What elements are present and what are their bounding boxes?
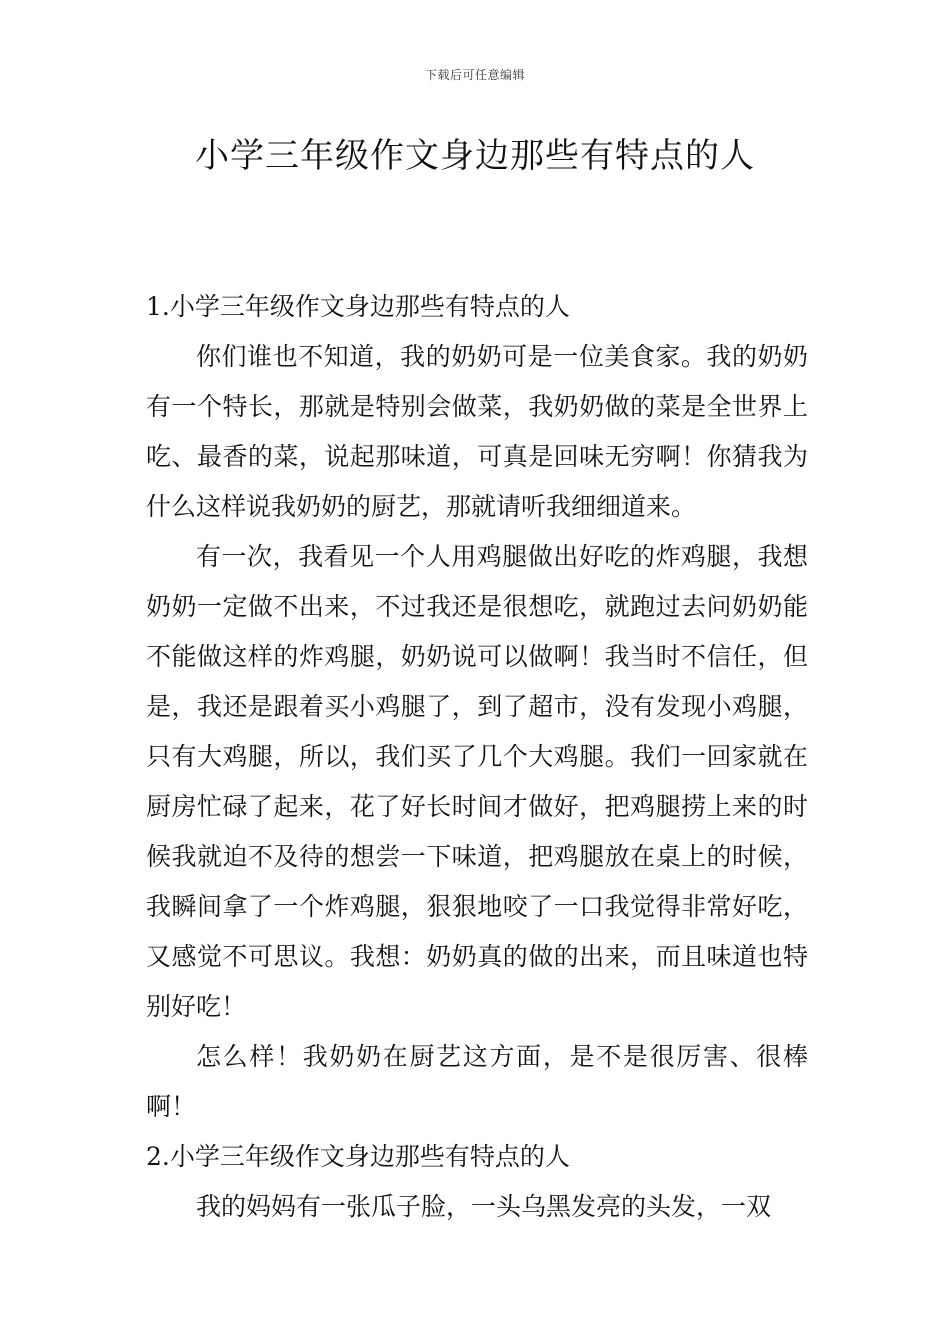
section-1-paragraph-2: 有一次，我看见一个人用鸡腿做出好吃的炸鸡腿，我想奶奶一定做不出来，不过我还是很想吃，就跑过去问奶奶能不能做这样的炸鸡腿，奶奶说可以做啊！我当时不信任，但是，我还是跟着买小鸡腿了，到了超市，没有发现小鸡腿，只有大鸡腿，所以，我们买了几个大鸡腿。我们一回家就在厨房忙碌了起来，花了好长时间才做好，把鸡腿捞上来的时候我就迫不及待的想尝一下味道，把鸡腿放在桌上的时候，我瞬间拿了一个炸鸡腿，狠狠地咬了一口我觉得非常好吃，又感觉不可思议。我想：奶奶真的做的出来，而且味道也特别好吃！ [146, 542, 808, 1021]
header-note: 下载后可任意编辑 [424, 68, 525, 82]
document-body [146, 282, 808, 1232]
section-1-heading: 1.小学三年级作文身边那些有特点的人 [146, 292, 570, 321]
section-1-paragraph-1: 你们谁也不知道，我的奶奶可是一位美食家。我的奶奶有一个特长，那就是特别会做菜，我奶奶做的菜是全世界上吃、最香的菜，说起那味道，可真是回味无穷啊！你猜我为什么这样说我奶奶的厨艺，那就请听我细细道来。 [146, 342, 808, 521]
document-title: 小学三年级作文身边那些有特点的人 [195, 136, 755, 176]
section-2-heading: 2.小学三年级作文身边那些有特点的人 [146, 1142, 570, 1171]
section-2-paragraph-1: 我的妈妈有一张瓜子脸，一头乌黑发亮的头发，一双 [196, 1192, 772, 1221]
section-1-paragraph-3: 怎么样！我奶奶在厨艺这方面，是不是很厉害、很棒啊！ [146, 1042, 808, 1121]
